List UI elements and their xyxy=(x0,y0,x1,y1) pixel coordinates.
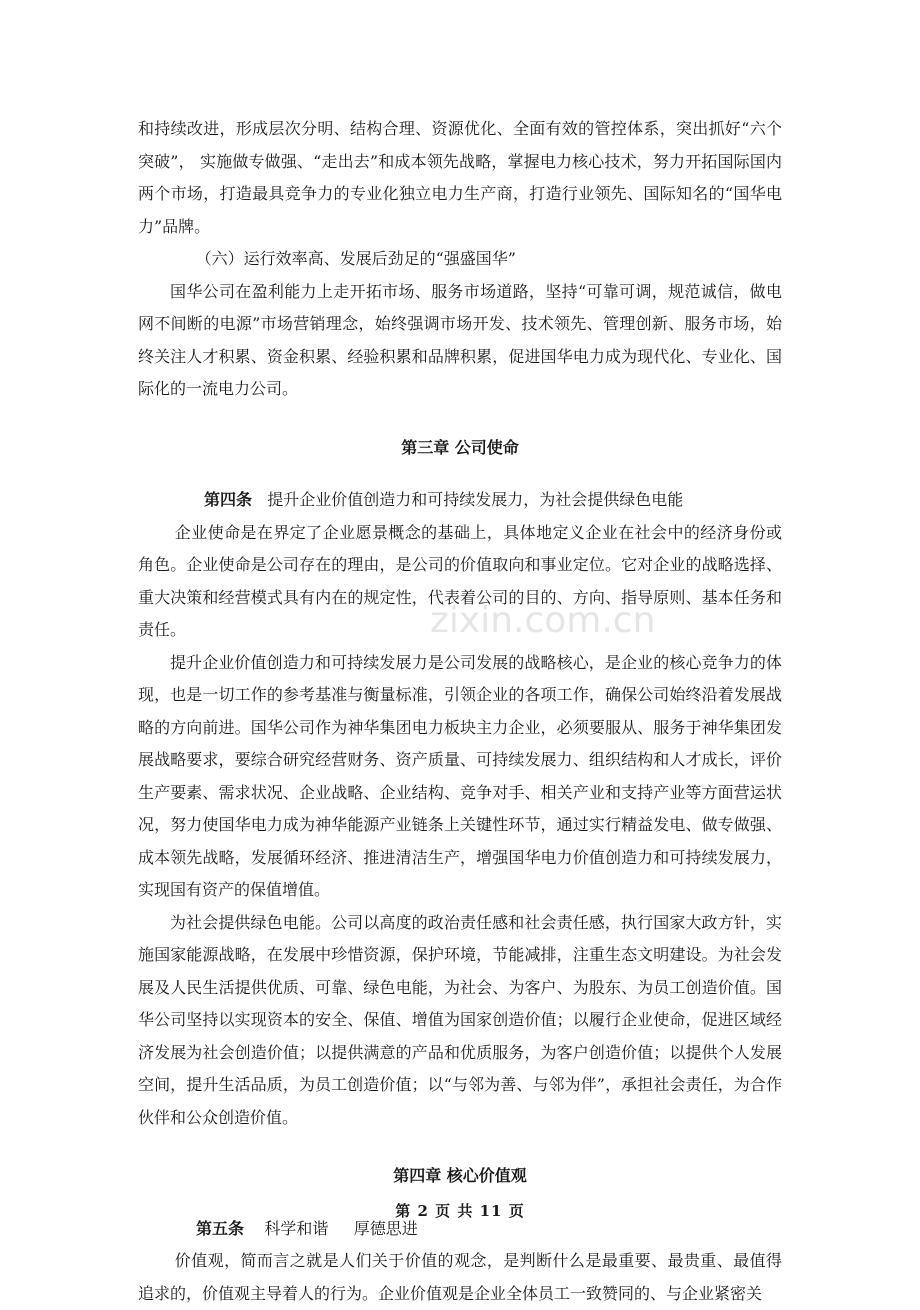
section-heading: （六）运行效率高、发展后劲足的“强盛国华” xyxy=(195,249,516,268)
body-paragraph: 提升企业价值创造力和可持续发展力是公司发展的战略核心，是企业的核心竞争力的体现，也是一切工作的参考基准与衡量标准，引领企业的各项工作，确保公司始终沿着发展战略的方向前进。国华公司作为神华集团电力板块主力企业，必须要服从、服务于神华集团发展战略要求，要综合研究经营财务、资产质量、可持续发展力、组织结构和人才成长，评价生产要素、需求状况、企业战略、企业结构、竞争对手、相关产业和支持产业等方面营运状况，努力使国华电力成为神华能源产业链条上关键性环节，通过实行精益发电、做专做强、成本领先战略，发展循环经济、推进清洁生产，增强国华电力价值创造力和可持续发展力，实现国有资产的保值增值。 xyxy=(138,652,782,899)
chapter-title: 第三章 公司使命 xyxy=(401,437,519,457)
article-title: 提升企业价值创造力和可持续发展力，为社会提供绿色电能 xyxy=(267,490,684,509)
article-number: 第五条 xyxy=(196,1218,245,1238)
article-number: 第四条 xyxy=(204,490,253,509)
body-paragraph: 为社会提供绿色电能。公司以高度的政治责任感和社会责任感，执行国家大政方针，实施国家能源战略，在发展中珍惜资源，保护环境，节能减排，注重生态文明建设。为社会发展及人民生活提供优质、可靠、绿色电能，为社会、为客户、为股东、为员工创造价值。国华公司坚持以实现资本的安全、保值、增值为国家创造价值；以履行企业使命，促进区域经济发展为社会创造价值；以提供满意的产品和优质服务，为客户创造价值；以提供个人发展空间，提升生活品质，为员工创造价值；以“与邻为善、与邻为伴”，承担社会责任，为合作伙伴和公众创造价值。 xyxy=(138,912,782,1127)
body-paragraph: 价值观，简而言之就是人们关于价值的观念，是判断什么是最重要、最贵重、最值得追求的，价值观主导着人的行为。企业价值观是企业全体员工一致赞同的、与企业紧密关 xyxy=(138,1251,782,1303)
watermark: zixin.com.cn xyxy=(430,600,656,641)
body-paragraph: 国华公司在盈利能力上走开拓市场、服务市场道路，坚持“可靠可调，规范诚信，做电网不间断的电源”市场营销理念，始终强调市场开发、技术领先、管理创新、服务市场，始终关注人才积累、资金积累、经验积累和品牌积累，促进国华电力成为现代化、专业化、国际化的一流电力公司。 xyxy=(138,281,782,398)
page-footer: 第 2 页 共 11 页 xyxy=(395,1202,525,1220)
document-page xyxy=(138,113,782,1310)
body-paragraph: 和持续改进，形成层次分明、结构合理、资源优化、全面有效的管控体系，突出抓好“六个突破”， 实施做专做强、“走出去”和成本领先战略，掌握电力核心技术，努力开拓国际国内两个市场，打造最具竞争力的专业化独立电力生产商，打造行业领先、国际知名的“国华电力”品牌。 xyxy=(138,119,782,236)
body-paragraph: 企业使命是在界定了企业愿景概念的基础上，具体地定义企业在社会中的经济身份或角色。企业使命是公司存在的理由，是公司的价值取向和事业定位。它对企业的战略选择、重大决策和经营模式具有内在的规定性，代表着公司的目的、方向、指导原则、基本任务和责任。 xyxy=(138,522,782,639)
article-title: 科学和谐 厚德思进 xyxy=(264,1218,418,1238)
article-heading xyxy=(138,484,782,517)
chapter-title: 第四章 核心价值观 xyxy=(393,1166,527,1185)
